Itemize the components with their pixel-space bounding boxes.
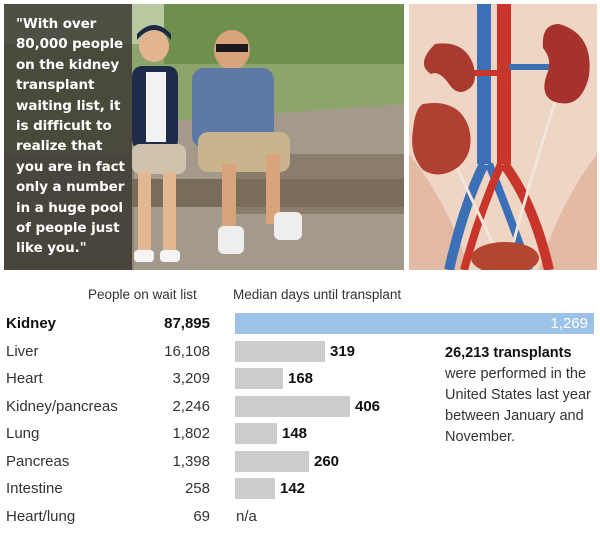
row-label: Liver [6,342,39,360]
wait-list-header: People on wait list [88,287,197,302]
transplant-note [445,343,595,448]
median-days-bar [235,451,309,472]
median-days-value: 142 [280,480,306,497]
row-label: Intestine [6,480,63,497]
median-days-na: n/a [236,507,257,525]
wait-list-value: 258 [184,480,210,497]
row-label: Kidney/pancreas [6,397,118,415]
wait-list-value: 1,398 [172,452,210,470]
median-days-value: 168 [288,370,314,387]
kidney-anatomy-image [409,4,597,270]
median-days-bar [235,341,325,362]
wait-list-value: 2,246 [172,397,210,415]
wait-list-value: 1,802 [172,425,210,442]
transplant-note-bold: 26,213 transplants [445,345,572,361]
wait-list-value: 3,209 [172,370,210,387]
row-label: Pancreas [6,452,70,470]
wait-list-value: 69 [193,507,210,525]
median-days-value: 406 [355,397,381,415]
median-days-value: 1,269 [550,315,588,332]
row-label: Heart/lung [6,507,76,525]
median-days-bar [235,368,283,389]
wait-list-value: 16,108 [164,342,210,360]
median-days-bar [235,396,350,417]
median-days-value: 148 [282,425,308,442]
median-days-value: 319 [330,342,356,360]
median-days-bar [235,423,277,444]
median-days-value: 260 [314,452,340,470]
couple-photo [4,4,404,270]
kidney-illustration [409,4,597,270]
row-label: Lung [6,425,40,442]
wait-list-value: 87,895 [164,315,210,332]
median-days-bar [235,478,275,499]
row-label: Kidney [6,315,57,332]
median-days-header: Median days until transplant [233,287,402,302]
transplant-note-text: were performed in the United States last year between January and November. [445,366,591,445]
row-label: Heart [6,370,43,387]
quote-text: "With over 80,000 people on the kidney transplant waiting list, it is difficult to realize that you are in fact only a number in a huge pool of people just like you." [16,16,125,257]
